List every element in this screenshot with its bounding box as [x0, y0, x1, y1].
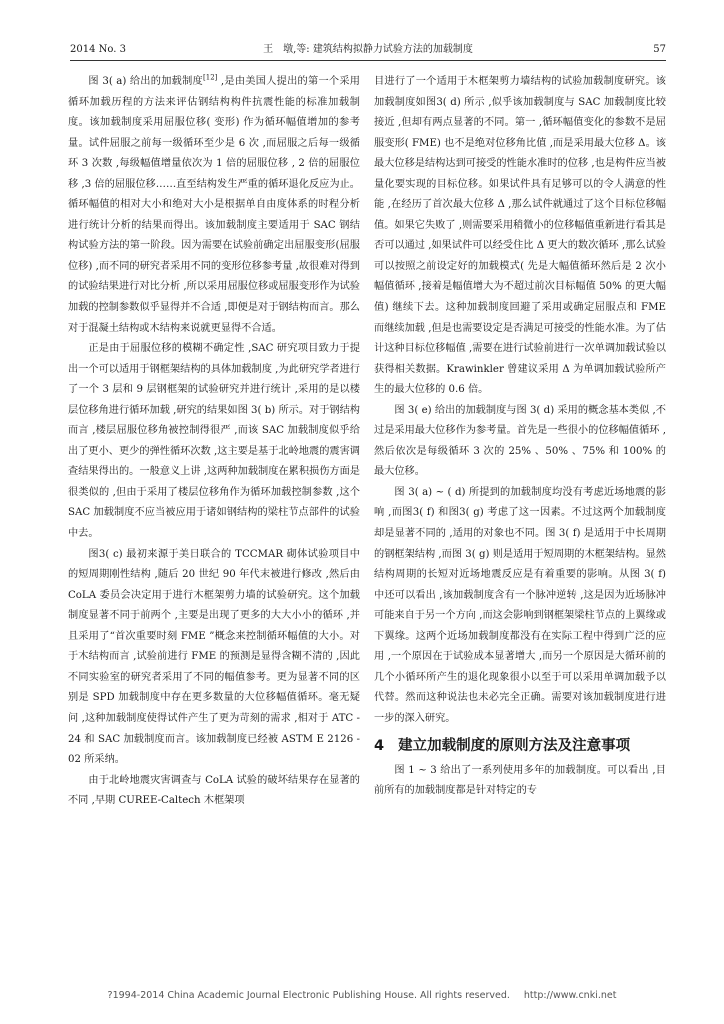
paragraph: 图3( c) 最初来源于美日联合的 TCCMAR 砌体试验项目中的短周期刚性结构 ,随后 20 世纪 90 年代末被进行修改 ,然后由 CoLA 委员会决定用于进行木框架剪力墙的试验研究。这个加载制度显著不同于前两个 ,主要是出现了更多的大大小小的循环 ,并且采用了“首次重要时刻 FME ”概念来控制循环幅值的大小。对于木结构而言 ,试验前进行 FME 的预测是显得含糊不清的 ,因此不同实验室的研究者采用了不同的幅值参考。更为显著不同的区别是 SPD 加载制度中存在更多数量的大位移幅值循环。毫无疑问 ,这种加载制度使得试件产生了更为苛刻的需求 ,相对于 ATC - 24 和 SAC 加载制度而言。该加载制度已经被 ASTM E 2126 - 02 所采纳。: [68, 548, 360, 766]
paragraph: [68, 72, 360, 339]
left-column: [68, 72, 360, 812]
paragraph: 图 1 ~ 3 给出了一系列使用多年的加载制度。可以看出 ,目前所有的加载制度都是针对特定的专: [374, 764, 666, 797]
reference-marker[interactable]: [12]: [203, 73, 218, 82]
page-footer: [0, 990, 724, 1001]
right-column: [374, 72, 666, 802]
copyright-notice: ?1994-2014 China Academic Journal Electronic Publishing House. All rights reserved.: [107, 990, 510, 1001]
running-title: 王 墩,等: 建筑结构拟静力试验方法的加载制度: [263, 44, 473, 55]
paragraph: 正是由于屈服位移的模糊不确定性 ,SAC 研究项目致力于提出一个可以适用于钢框架结构的具体加载制度 ,为此研究学者进行了一个 3 层和 9 层钢框架的试验研究并进行统计 ,采用的是以楼层位移角进行循环加载 ,研究的结果如图 3( b) 所示。对于钢结构而言 ,楼层屈服位移角被控制得很严 ,而该 SAC 加载制度似乎给出了更小、更少的弹性循环次数 ,这主要是基于北岭地震的震害调查结果得出的。一般意义上讲 ,这两种加载制度在累积损伤方面是很类似的 ,但由于采用了楼层位移角作为循环加载控制参数 ,这个 SAC 加载制度不应当被应用于诸如钢结构的梁柱节点部件的试验中去。: [68, 343, 360, 540]
paragraph-text: 图 3( a) 给出的加载制度: [88, 76, 204, 87]
paragraph: 由于北岭地震灾害调查与 CoLA 试验的破坏结果存在显著的不同 ,早期 CUREE-Caltech 木框架项: [68, 774, 360, 807]
section-heading: [374, 736, 666, 757]
section-title: 建立加载制度的原则方法及注意事项: [398, 737, 631, 754]
paragraph: 图 3( e) 给出的加载制度与图 3( d) 采用的概念基本类似 ,不过是采用最大位移作为参考量。首先是一些很小的位移幅值循环 ,然后依次是每级循环 3 次的 25% 、50% 、75% 和 100% 的最大位移。: [374, 404, 666, 478]
running-header: [70, 40, 666, 61]
footer-url[interactable]: http://www.cnki.net: [523, 990, 617, 1001]
journal-issue: 2014 No. 3: [70, 44, 126, 55]
section-number: 4: [374, 737, 385, 754]
page-number: 57: [653, 44, 666, 55]
paragraph: 目进行了一个适用于木框架剪力墙结构的试验加载制度研究。该加载制度如图3( d) 所示 ,似乎该加载制度与 SAC 加载制度比较接近 ,但却有两点显著的不同。第一 ,循环幅值变化的参数不是屈服变形( FME) 也不是绝对位移角比值 ,而是采用最大位移 Δ。该最大位移是结构达到可接受的性能水准时的位移 ,也是构件应当被量化要实现的目标位移。如果试件具有足够可以的令人满意的性能 ,在经历了首次最大位移 Δ ,那么试件就通过了这个目标位移幅值。如果它失败了 ,则需要采用稍微小的位移幅值重新进行看其是否可以通过 ,如果试件可以经受住比 Δ 更大的数次循环 ,那么试验可以按照之前设定好的加载模式( 先是大幅值循环然后是 2 次小幅值循环 ,接着是幅值增大为不超过前次目标幅值 50% 的更大幅值) 继续下去。这种加载制度回避了采用或确定屈服点和 FME 而继续加载 ,但是也需要设定是否满足可接受的性能水准。为了估计这种目标位移幅值 ,需要在进行试验前进行一次单调加载试验以获得相关数据。Krawinkler 曾建议采用 Δ 为单调加载试验所产生的最大位移的 0.6 倍。: [374, 76, 666, 396]
paragraph-text: ,是由美国人提出的第一个采用循环加载历程的方法来评估钢结构构件抗震性能的标准加载制度。该加载制度采用屈服位移( 变形) 作为循环幅值增加的参考量。试件屈服之前每一级循环至少是 6 次 ,而屈服之后每一级循环 3 次数 ,每级幅值增量依次为 1 倍的屈服位移 , 2 倍的屈服位移 ,3 倍的屈服位移……直至结构发生严重的循环退化反应为止。循环幅值的相对大小和绝对大小是根据单自由度体系的时程分析进行统计分析的结果而得出。该加载制度主要适用于 SAC 钢结构试验方法的第一阶段。因为需要在试验前确定出屈服变形(屈服位移) ,而不同的研究者采用不同的变形位移参考量 ,故很难对得到的试验结果进行对比分析 ,所以采用屈服位移或屈服变形作为试验加载的控制参数似乎显得并不合适 ,即便是对于钢结构而言。那么对于混凝土结构或木结构来说就更显得不合适。: [68, 76, 360, 334]
paragraph: 图 3( a) ~ ( d) 所提到的加载制度均没有考虑近场地震的影响 ,而图3( f) 和图3( g) 考虑了这一因素。不过这两个加载制度却是显著不同的 ,适用的对象也不同。图 3( f) 是适用于中长周期的钢框架结构 ,而图 3( g) 则是适用于短周期的木框架结构。显然结构周期的长短对近场地震反应是有着重要的影响。从图 3( f) 中还可以看出 ,该加载制度含有一个脉冲逆转 ,这是因为近场脉冲可能来自于另一个方向 ,而这会影响到钢框架梁柱节点的上翼缘或下翼缘。这两个近场加载制度都没有在实际工程中得到广泛的应用 ,一个原因在于试验成本显著增大 ,而另一个原因是大循环前的几个小循环所产生的退化现象很小以至于可以采用单调加载予以代替。然而这种说法也未必完全正确。需要对该加载制度进行进一步的深入研究。: [374, 486, 666, 724]
